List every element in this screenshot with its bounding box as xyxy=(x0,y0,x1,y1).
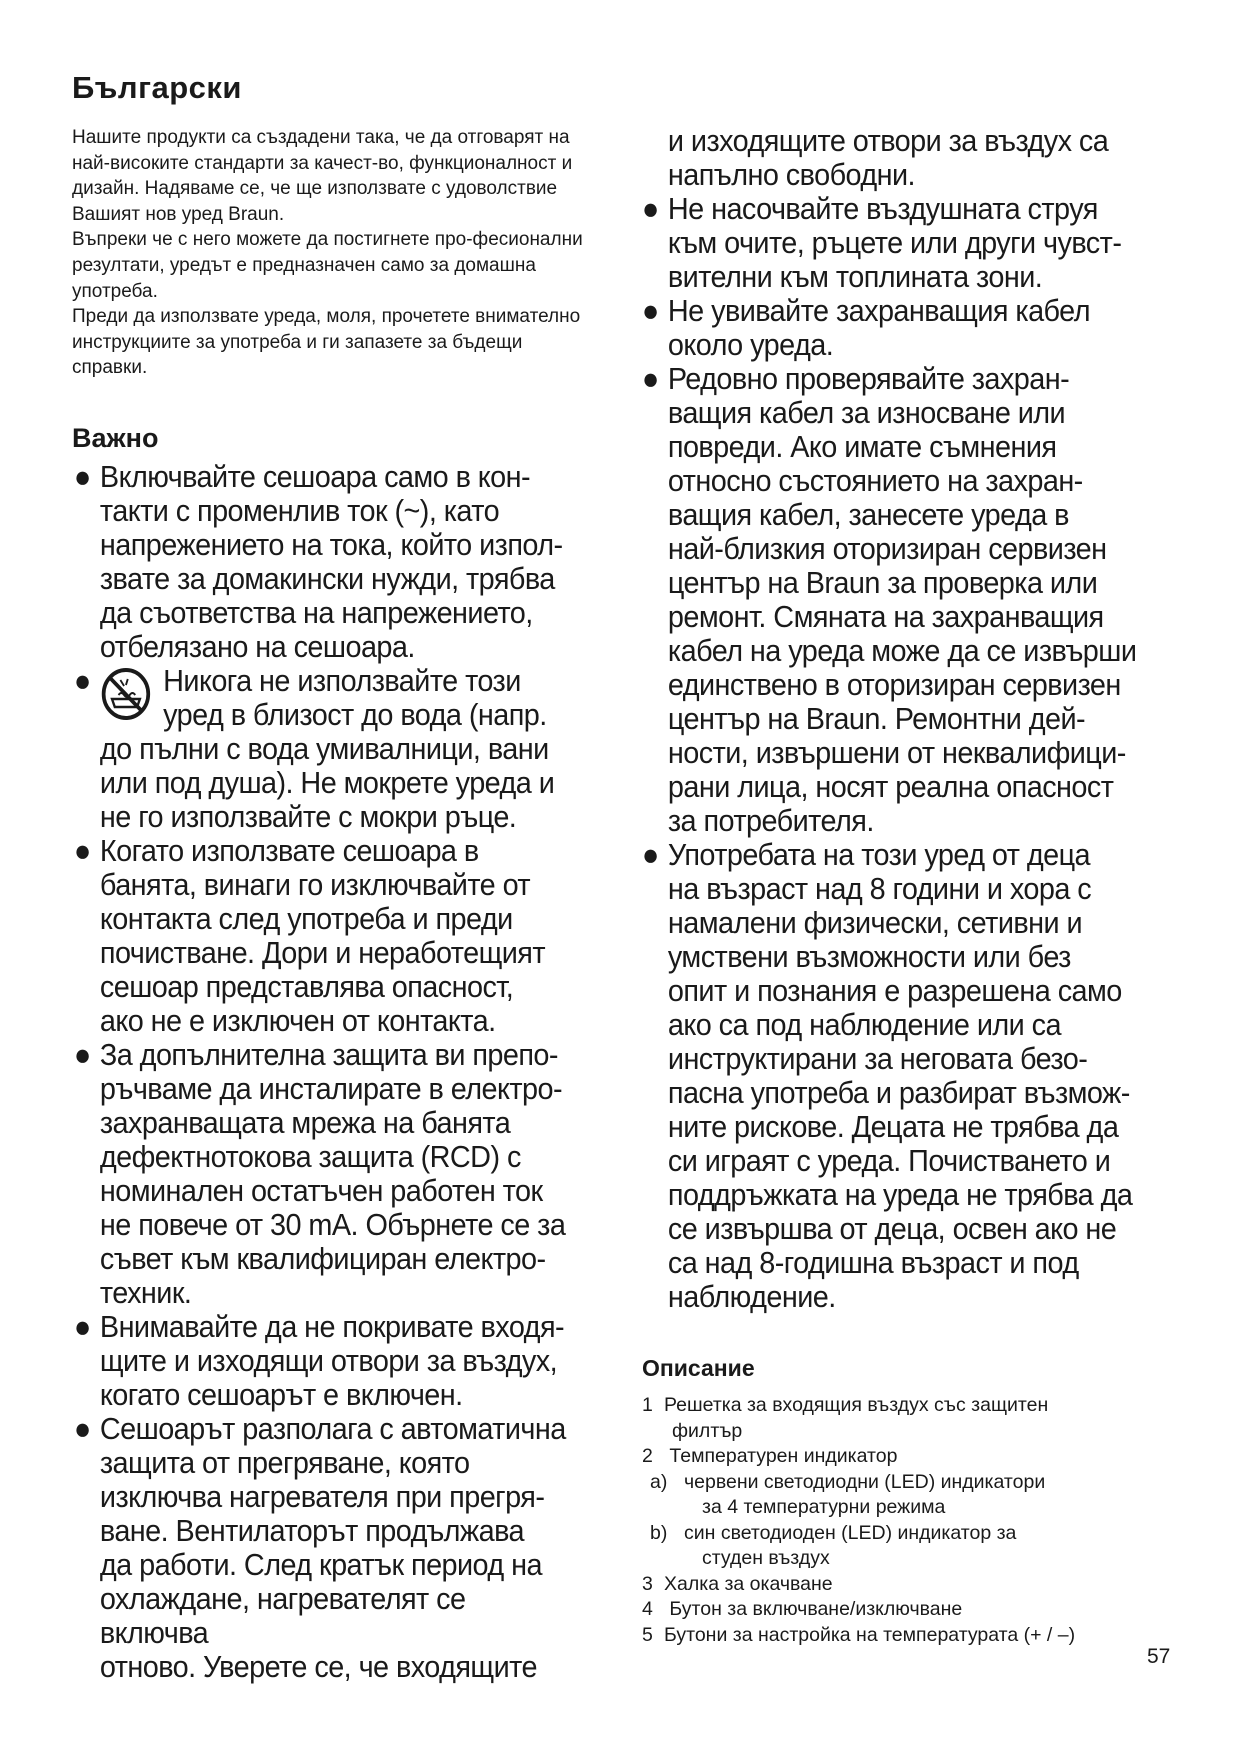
item-number: b) xyxy=(650,1521,668,1544)
item-line: ващия кабел, занесете уреда в xyxy=(667,497,1069,532)
item-number: 5 xyxy=(642,1623,653,1646)
intro-text xyxy=(72,125,602,381)
item-line: напрежението на тока, който изпол- xyxy=(99,527,563,562)
bullet: ● xyxy=(641,837,659,872)
item-line: център на Braun за проверка или xyxy=(667,565,1098,600)
list-item xyxy=(72,664,574,834)
item-line: да съответства на напрежението, xyxy=(99,595,533,630)
item-line: пасна употреба и разбират възмож- xyxy=(667,1075,1130,1110)
bullet: ● xyxy=(73,1411,91,1446)
item-line: Не насочвайте въздушната струя xyxy=(667,191,1098,226)
item-line: поддръжката на уреда не трябва да xyxy=(667,1177,1133,1212)
item-label: червени светодиодни (LED) индикатори xyxy=(684,1470,1046,1493)
list-item xyxy=(72,1412,574,1684)
item-line: ако не е изключен от контакта. xyxy=(99,1003,496,1038)
item-line: защита от прегряване, която xyxy=(99,1445,470,1480)
item-line: звате за домакински нужди, трябва xyxy=(99,561,555,596)
list-item xyxy=(72,460,574,664)
item-line: се извършва от деца, освен ако не xyxy=(667,1211,1117,1246)
item-continuation xyxy=(640,124,1142,192)
item-line: когато сешоарът е включен. xyxy=(99,1377,463,1412)
item-line: най-близкия оторизиран сервизен xyxy=(667,531,1107,566)
item-line: инструктирани за неговата безо- xyxy=(667,1041,1088,1076)
item-line: Сешоарът разполага с автоматична xyxy=(99,1411,566,1446)
bullet: ● xyxy=(73,459,91,494)
bullet: ● xyxy=(73,1037,91,1072)
list-item xyxy=(72,1310,574,1412)
item-line: Употребата на този уред от деца xyxy=(667,837,1091,872)
item-line: ако са под наблюдение или са xyxy=(667,1007,1061,1042)
bullet: ● xyxy=(73,833,91,868)
item-line: към очите, ръцете или други чувст- xyxy=(667,225,1122,260)
item-line: на възраст над 8 години и хора с xyxy=(667,871,1092,906)
item-line: ните рискове. Децата не трябва да xyxy=(667,1109,1119,1144)
item-line: единствено в оторизиран сервизен xyxy=(667,667,1121,702)
description-item xyxy=(642,1521,1182,1547)
item-line: за потребителя. xyxy=(667,803,874,838)
item-line: или под душа). Не мокрете уреда и xyxy=(99,765,555,800)
item-number: 2 xyxy=(642,1445,653,1467)
item-line: ности, извършени от неквалифици- xyxy=(667,735,1126,770)
item-line: Не увивайте захранващия кабел xyxy=(667,293,1090,328)
item-line: до пълни с вода умивалници, вани xyxy=(99,731,549,766)
item-line: почистване. Дори и неработещият xyxy=(99,935,546,970)
item-line: номинален остатъчен работен ток xyxy=(99,1173,543,1208)
list-item xyxy=(72,1038,574,1310)
item-label: Решетка за входящия въздух със защитен xyxy=(664,1394,1049,1416)
description-item xyxy=(642,1572,1182,1598)
item-line: отбелязано на сешоара. xyxy=(99,629,415,664)
important-list-left xyxy=(72,460,574,1684)
bullet: ● xyxy=(73,663,91,698)
item-line: относно състоянието на захран- xyxy=(667,463,1083,498)
item-label: Температурен индикатор xyxy=(664,1445,898,1467)
item-line: повреди. Ако имате съмнения xyxy=(667,429,1057,464)
item-line: ръчваме да инсталирате в електро- xyxy=(99,1071,563,1106)
item-line: отново. Уверете се, че входящите xyxy=(99,1649,537,1684)
item-line: ремонт. Смяната на захранващия xyxy=(667,599,1104,634)
item-line: са над 8-годишна възраст и под xyxy=(667,1245,1079,1280)
item-number: a) xyxy=(650,1470,668,1493)
description-item xyxy=(642,1623,1182,1649)
list-item xyxy=(640,294,1142,362)
item-line: напълно свободни. xyxy=(667,157,916,192)
item-number: 1 xyxy=(642,1394,653,1416)
important-heading: Важно xyxy=(72,423,159,453)
item-line: такти с променлив ток (~), като xyxy=(99,493,500,528)
item-line: намалени физически, сетивни и xyxy=(667,905,1083,940)
item-line: и изходящите отвори за въздух са xyxy=(667,123,1109,158)
list-item xyxy=(640,838,1142,1314)
item-line: си играят с уреда. Почистването и xyxy=(667,1143,1111,1178)
item-line: не повече от 30 mA. Обърнете се за xyxy=(99,1207,566,1242)
item-line: охлаждане, нагревателят се включва xyxy=(99,1581,466,1650)
item-line: кабел на уреда може да се извърши xyxy=(667,633,1137,668)
no-water-near-bathtub-icon xyxy=(100,666,163,728)
item-line: съвет към квалифициран електро- xyxy=(99,1241,546,1276)
item-line: опит и познания е разрешена само xyxy=(667,973,1122,1008)
bullet: ● xyxy=(641,361,659,396)
item-line: център на Braun. Ремонтни дей- xyxy=(667,701,1086,736)
item-label: син светодиоден (LED) индикатор за xyxy=(684,1521,1017,1544)
item-line: дефектнотокова защита (RCD) с xyxy=(99,1139,521,1174)
description-item xyxy=(642,1470,1182,1496)
list-item xyxy=(72,834,574,1038)
item-line: захранващата мрежа на банята xyxy=(99,1105,511,1140)
item-line: Внимавайте да не покривате входя- xyxy=(99,1309,565,1344)
item-line: банята, винаги го изключвайте от xyxy=(99,867,531,902)
item-number: 4 xyxy=(642,1598,653,1620)
item-line: рани лица, носят реална опасност xyxy=(667,769,1114,804)
description-item-cont: за 4 температурни режима xyxy=(702,1496,946,1518)
page-number: 57 xyxy=(1147,1645,1171,1668)
intro-paragraph: Въпреки че с него можете да постигнете про-фесионални резултати, уредът е предназначен само за домашна употреба. xyxy=(72,229,583,302)
item-line: изключва нагревателя при прегря- xyxy=(99,1479,545,1514)
description-item xyxy=(642,1597,1182,1623)
important-list-right xyxy=(640,124,1142,1314)
item-line: не го използвайте с мокри ръце. xyxy=(99,799,517,834)
description-heading: Описание xyxy=(642,1355,755,1381)
item-line: ване. Вентилаторът продължава xyxy=(99,1513,525,1548)
item-line: вителни към топлината зони. xyxy=(667,259,1043,294)
page-title: Български xyxy=(72,70,242,105)
item-label: Бутони за настройка на температурата (+ / –) xyxy=(664,1623,1076,1646)
list-item xyxy=(640,362,1142,838)
item-line: наблюдение. xyxy=(667,1279,836,1314)
bullet: ● xyxy=(641,293,659,328)
list-item xyxy=(640,192,1142,294)
item-number: 3 xyxy=(642,1572,653,1595)
item-line: Редовно проверявайте захран- xyxy=(667,361,1070,396)
item-line: техник. xyxy=(99,1275,192,1310)
description-item-cont: студен въздух xyxy=(702,1547,830,1569)
bullet: ● xyxy=(641,191,659,226)
item-line: около уреда. xyxy=(667,327,834,362)
intro-paragraph: Преди да използвате уреда, моля, прочетете внимателно инструкциите за употреба и ги запазете за бъдещи справки. xyxy=(72,306,581,379)
description-item-cont: филтър xyxy=(672,1419,743,1442)
item-label: Бутон за включване/изключване xyxy=(664,1598,963,1620)
description-list xyxy=(642,1393,1182,1648)
item-line: умствени възможности или без xyxy=(667,939,1071,974)
item-line: Включвайте сешоара само в кон- xyxy=(99,459,531,494)
item-line: уред в близост до вода (напр. xyxy=(163,697,547,732)
item-line: да работи. След кратък период на xyxy=(99,1547,542,1582)
item-line: ващия кабел за износване или xyxy=(667,395,1066,430)
description-item xyxy=(642,1393,1182,1419)
item-line: Когато използвате сешоара в xyxy=(99,833,479,868)
item-line: контакта след употреба и преди xyxy=(99,901,513,936)
description-item xyxy=(642,1444,1182,1470)
item-line: За допълнителна защита ви препо- xyxy=(99,1037,558,1072)
intro-paragraph: Нашите продукти са създадени така, че да отговарят на най-високите стандарти за качест-во, функционалност и дизайн. Надяваме се, че ще използвате с удоволствие Вашият нов уред Braun. xyxy=(72,127,573,225)
item-line: Никога не използвайте този xyxy=(163,663,521,698)
item-line: щите и изходящи отвори за въздух, xyxy=(99,1343,558,1378)
item-label: Халка за окачване xyxy=(664,1572,833,1595)
bullet: ● xyxy=(73,1309,91,1344)
item-line: сешоар представлява опасност, xyxy=(99,969,514,1004)
